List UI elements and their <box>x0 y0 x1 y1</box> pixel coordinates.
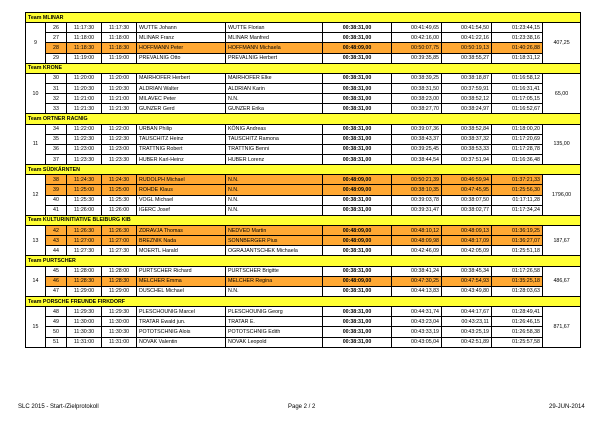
finish-time: 11:21:30 <box>102 104 137 114</box>
table-row <box>26 104 581 114</box>
team-name: Team SÜDKÄRNTEN <box>26 165 581 175</box>
target-time: 00:48:09,00 <box>323 175 392 185</box>
codriver-name: PREVALNIG Herbert <box>226 53 323 63</box>
run1-time: 00:38:23,00 <box>392 94 442 104</box>
codriver-name: OGRAJANTSCHEK Michaela <box>226 246 323 256</box>
start-time: 11:20:00 <box>67 73 102 83</box>
table-row <box>26 185 581 195</box>
start-number: 26 <box>46 23 67 33</box>
table-row <box>26 195 581 205</box>
finish-time: 11:25:30 <box>102 195 137 205</box>
target-time: 00:38:31,00 <box>323 246 392 256</box>
target-time: 00:38:31,00 <box>323 317 392 327</box>
team-header-row <box>26 165 581 175</box>
group-number: 15 <box>26 307 46 348</box>
finish-time: 11:19:00 <box>102 53 137 63</box>
table-row <box>26 33 581 43</box>
target-time: 00:38:31,00 <box>323 307 392 317</box>
start-time: 11:22:00 <box>67 124 102 134</box>
run2-time: 00:50:19,13 <box>442 43 492 53</box>
start-time: 11:18:00 <box>67 33 102 43</box>
run1-time: 00:41:49,65 <box>392 23 442 33</box>
finish-time: 11:23:30 <box>102 154 137 164</box>
start-time: 11:27:30 <box>67 246 102 256</box>
target-time: 00:48:09,00 <box>323 185 392 195</box>
codriver-name: PLESCHOUNIG Georg <box>226 307 323 317</box>
run2-time: 00:38:07,50 <box>442 195 492 205</box>
start-time: 11:30:00 <box>67 317 102 327</box>
codriver-name: TAUSCHITZ Ramona <box>226 134 323 144</box>
run1-time: 00:39:35,85 <box>392 53 442 63</box>
driver-name: URBAN Philip <box>137 124 226 134</box>
table-row <box>26 53 581 63</box>
target-time: 00:38:31,00 <box>323 33 392 43</box>
run1-time: 00:44:31,74 <box>392 307 442 317</box>
run1-time: 00:39:03,78 <box>392 195 442 205</box>
start-number: 49 <box>46 317 67 327</box>
team-header-row <box>26 13 581 23</box>
start-time: 11:29:00 <box>67 286 102 296</box>
start-number: 46 <box>46 276 67 286</box>
team-header-row <box>26 215 581 225</box>
run1-time: 00:43:33,19 <box>392 327 442 337</box>
driver-name: RUDOLPH Michael <box>137 175 226 185</box>
total-time: 01:26:46,15 <box>492 317 543 327</box>
total-time: 01:16:31,41 <box>492 83 543 93</box>
driver-name: TRATTNIG Robert <box>137 144 226 154</box>
total-time: 01:17:34,24 <box>492 205 543 215</box>
total-time: 01:23:38,16 <box>492 33 543 43</box>
run2-time: 00:43:25,19 <box>442 327 492 337</box>
total-time: 01:36:27,07 <box>492 236 543 246</box>
target-time: 00:38:31,00 <box>323 327 392 337</box>
driver-name: WUTTE Johann <box>137 23 226 33</box>
driver-name: MELCHER Emma <box>137 276 226 286</box>
total-time: 01:17:05,15 <box>492 94 543 104</box>
codriver-name: WUTTE Florian <box>226 23 323 33</box>
codriver-name: N.N. <box>226 195 323 205</box>
total-time: 01:37:21,33 <box>492 175 543 185</box>
start-time: 11:19:00 <box>67 53 102 63</box>
codriver-name: N.N. <box>226 185 323 195</box>
run1-time: 00:42:46,09 <box>392 246 442 256</box>
codriver-name: KÖNIG Andreas <box>226 124 323 134</box>
finish-time: 11:25:00 <box>102 185 137 195</box>
start-time: 11:22:30 <box>67 134 102 144</box>
team-total: 65,00 <box>543 73 581 114</box>
table-row <box>26 73 581 83</box>
target-time: 00:38:31,00 <box>323 124 392 134</box>
results-table <box>25 12 581 348</box>
run2-time: 00:48:17,09 <box>442 236 492 246</box>
table-row <box>26 266 581 276</box>
driver-name: IGERC Josef <box>137 205 226 215</box>
page-footer <box>0 404 607 414</box>
run1-time: 00:39:25,45 <box>392 144 442 154</box>
codriver-name: PURTSCHER Brigitte <box>226 266 323 276</box>
codriver-name: TRATTNIG Benni <box>226 144 323 154</box>
run1-time: 00:39:31,47 <box>392 205 442 215</box>
start-time: 11:30:30 <box>67 327 102 337</box>
driver-name: ROHDE Klaus <box>137 185 226 195</box>
run2-time: 00:38:18,87 <box>442 73 492 83</box>
finish-time: 11:18:30 <box>102 43 137 53</box>
table-row <box>26 144 581 154</box>
start-time: 11:21:00 <box>67 94 102 104</box>
start-time: 11:24:30 <box>67 175 102 185</box>
group-number: 12 <box>26 175 46 216</box>
total-time: 01:18:31,12 <box>492 53 543 63</box>
finish-time: 11:30:30 <box>102 327 137 337</box>
run1-time: 00:38:41,24 <box>392 266 442 276</box>
start-number: 38 <box>46 175 67 185</box>
run1-time: 00:50:07,75 <box>392 43 442 53</box>
target-time: 00:48:09,00 <box>323 236 392 246</box>
start-number: 41 <box>46 205 67 215</box>
start-number: 36 <box>46 144 67 154</box>
table-row <box>26 175 581 185</box>
start-number: 34 <box>46 124 67 134</box>
group-number: 10 <box>26 73 46 114</box>
start-number: 31 <box>46 83 67 93</box>
start-number: 43 <box>46 236 67 246</box>
finish-time: 11:28:00 <box>102 266 137 276</box>
codriver-name: GUNZER Erika <box>226 104 323 114</box>
team-total: 486,67 <box>543 266 581 296</box>
run1-time: 00:48:09,98 <box>392 236 442 246</box>
start-number: 33 <box>46 104 67 114</box>
target-time: 00:38:31,00 <box>323 154 392 164</box>
driver-name: MILAVEC Peter <box>137 94 226 104</box>
total-time: 01:28:03,63 <box>492 286 543 296</box>
run2-time: 00:38:37,32 <box>442 134 492 144</box>
run2-time: 00:37:59,91 <box>442 83 492 93</box>
team-total: 135,00 <box>543 124 581 165</box>
run1-time: 00:38:27,70 <box>392 104 442 114</box>
table-row <box>26 43 581 53</box>
run2-time: 00:41:54,50 <box>442 23 492 33</box>
start-time: 11:21:30 <box>67 104 102 114</box>
table-row <box>26 94 581 104</box>
run1-time: 00:38:44,54 <box>392 154 442 164</box>
start-time: 11:28:30 <box>67 276 102 286</box>
start-number: 30 <box>46 73 67 83</box>
table-row <box>26 205 581 215</box>
run2-time: 00:44:17,67 <box>442 307 492 317</box>
start-number: 51 <box>46 337 67 347</box>
target-time: 00:48:09,00 <box>323 43 392 53</box>
codriver-name: HUBER Lorenz <box>226 154 323 164</box>
start-time: 11:26:00 <box>67 205 102 215</box>
start-time: 11:18:30 <box>67 43 102 53</box>
table-row <box>26 124 581 134</box>
driver-name: VOGL Michael <box>137 195 226 205</box>
finish-time: 11:26:00 <box>102 205 137 215</box>
total-time: 01:28:49,41 <box>492 307 543 317</box>
total-time: 01:25:51,18 <box>492 246 543 256</box>
total-time: 01:17:26,58 <box>492 266 543 276</box>
run2-time: 00:38:45,34 <box>442 266 492 276</box>
target-time: 00:38:31,00 <box>323 23 392 33</box>
target-time: 00:38:31,00 <box>323 134 392 144</box>
driver-name: HOFFMANN Peter <box>137 43 226 53</box>
finish-time: 11:17:30 <box>102 23 137 33</box>
total-time: 01:17:11,28 <box>492 195 543 205</box>
table-row <box>26 83 581 93</box>
footer-title: SLC 2015 - Start-/Zielprotokoll <box>18 404 99 410</box>
start-time: 11:25:30 <box>67 195 102 205</box>
finish-time: 11:20:30 <box>102 83 137 93</box>
table-row <box>26 307 581 317</box>
driver-name: TRATAR Ewald jun. <box>137 317 226 327</box>
finish-time: 11:26:30 <box>102 225 137 235</box>
start-number: 27 <box>46 33 67 43</box>
table-row <box>26 134 581 144</box>
start-number: 45 <box>46 266 67 276</box>
driver-name: ZDRAVJA Thomas <box>137 225 226 235</box>
run1-time: 00:50:21,39 <box>392 175 442 185</box>
table-row <box>26 286 581 296</box>
run1-time: 00:42:16,00 <box>392 33 442 43</box>
driver-name: DUSCHEL Michael <box>137 286 226 296</box>
target-time: 00:38:31,00 <box>323 104 392 114</box>
run2-time: 00:37:51,94 <box>442 154 492 164</box>
start-time: 11:25:00 <box>67 185 102 195</box>
total-time: 01:23:44,15 <box>492 23 543 33</box>
start-number: 47 <box>46 286 67 296</box>
finish-time: 11:24:30 <box>102 175 137 185</box>
table-row <box>26 317 581 327</box>
codriver-name: SONNBERGER Pius <box>226 236 323 246</box>
start-time: 11:17:30 <box>67 23 102 33</box>
target-time: 00:48:09,00 <box>323 276 392 286</box>
start-time: 11:29:30 <box>67 307 102 317</box>
team-header-row <box>26 296 581 306</box>
start-time: 11:23:30 <box>67 154 102 164</box>
team-name: Team ORTNER RACNIG <box>26 114 581 124</box>
run2-time: 00:38:02,77 <box>442 205 492 215</box>
finish-time: 11:20:00 <box>102 73 137 83</box>
codriver-name: TRATAR E. <box>226 317 323 327</box>
footer-page-number: Page 2 / 2 <box>288 404 316 410</box>
total-time: 01:25:56,30 <box>492 185 543 195</box>
run2-time: 00:38:52,12 <box>442 94 492 104</box>
finish-time: 11:27:30 <box>102 246 137 256</box>
results-sheet <box>25 12 580 348</box>
finish-time: 11:22:00 <box>102 124 137 134</box>
table-row <box>26 337 581 347</box>
start-number: 32 <box>46 94 67 104</box>
total-time: 01:36:19,25 <box>492 225 543 235</box>
run1-time: 00:38:39,25 <box>392 73 442 83</box>
start-number: 48 <box>46 307 67 317</box>
finish-time: 11:31:00 <box>102 337 137 347</box>
driver-name: PLESCHOUNIG Marcel <box>137 307 226 317</box>
team-name: Team PORSCHE FREUNDE FIRKDORF <box>26 296 581 306</box>
total-time: 01:17:20,69 <box>492 134 543 144</box>
run1-time: 00:48:10,12 <box>392 225 442 235</box>
team-header-row <box>26 114 581 124</box>
start-number: 35 <box>46 134 67 144</box>
target-time: 00:38:31,00 <box>323 337 392 347</box>
target-time: 00:38:31,00 <box>323 286 392 296</box>
start-time: 11:26:30 <box>67 225 102 235</box>
finish-time: 11:29:30 <box>102 307 137 317</box>
run1-time: 00:38:43,37 <box>392 134 442 144</box>
run1-time: 00:44:13,83 <box>392 286 442 296</box>
footer-date: 29-JUN-2014 <box>549 404 585 410</box>
driver-name: HUBER Karl-Heinz <box>137 154 226 164</box>
total-time: 01:18:00,20 <box>492 124 543 134</box>
run2-time: 00:38:53,33 <box>442 144 492 154</box>
driver-name: MAIRHOFER Herbert <box>137 73 226 83</box>
run2-time: 00:42:51,89 <box>442 337 492 347</box>
finish-time: 11:30:00 <box>102 317 137 327</box>
team-name: Team MLINAR <box>26 13 581 23</box>
run2-time: 00:47:45,95 <box>442 185 492 195</box>
results-body <box>26 13 581 348</box>
start-number: 40 <box>46 195 67 205</box>
driver-name: MLINAR Franz <box>137 33 226 43</box>
driver-name: ALDRIAN Walter <box>137 83 226 93</box>
table-row <box>26 236 581 246</box>
total-time: 01:16:58,12 <box>492 73 543 83</box>
run1-time: 00:43:05,04 <box>392 337 442 347</box>
run2-time: 00:41:22,16 <box>442 33 492 43</box>
target-time: 00:38:31,00 <box>323 94 392 104</box>
target-time: 00:38:31,00 <box>323 195 392 205</box>
finish-time: 11:23:00 <box>102 144 137 154</box>
target-time: 00:48:09,00 <box>323 225 392 235</box>
table-row <box>26 23 581 33</box>
run2-time: 00:48:09,13 <box>442 225 492 235</box>
group-number: 14 <box>26 266 46 296</box>
run1-time: 00:39:07,36 <box>392 124 442 134</box>
driver-name: TAUSCHITZ Heinz <box>137 134 226 144</box>
group-number: 9 <box>26 23 46 64</box>
codriver-name: NOVAK Leopold <box>226 337 323 347</box>
finish-time: 11:27:00 <box>102 236 137 246</box>
finish-time: 11:29:00 <box>102 286 137 296</box>
start-time: 11:20:30 <box>67 83 102 93</box>
finish-time: 11:18:00 <box>102 33 137 43</box>
run1-time: 00:38:10,35 <box>392 185 442 195</box>
start-number: 44 <box>46 246 67 256</box>
team-total: 407,25 <box>543 23 581 64</box>
start-number: 50 <box>46 327 67 337</box>
codriver-name: MELCHER Regina <box>226 276 323 286</box>
run1-time: 00:43:23,04 <box>392 317 442 327</box>
table-row <box>26 225 581 235</box>
total-time: 01:25:57,58 <box>492 337 543 347</box>
run2-time: 00:38:24,97 <box>442 104 492 114</box>
table-row <box>26 276 581 286</box>
codriver-name: MAIRHOFER Elke <box>226 73 323 83</box>
start-time: 11:28:00 <box>67 266 102 276</box>
driver-name: POTOTSCHNIG Alois <box>137 327 226 337</box>
codriver-name: N.N. <box>226 205 323 215</box>
total-time: 01:35:25,18 <box>492 276 543 286</box>
start-number: 42 <box>46 225 67 235</box>
finish-time: 11:22:30 <box>102 134 137 144</box>
codriver-name: N.N. <box>226 286 323 296</box>
total-time: 01:26:58,38 <box>492 327 543 337</box>
total-time: 01:40:26,88 <box>492 43 543 53</box>
start-number: 39 <box>46 185 67 195</box>
group-number: 13 <box>26 225 46 255</box>
run2-time: 00:42:05,09 <box>442 246 492 256</box>
total-time: 01:16:36,48 <box>492 154 543 164</box>
table-row <box>26 327 581 337</box>
total-time: 01:16:52,67 <box>492 104 543 114</box>
run2-time: 00:38:55,27 <box>442 53 492 63</box>
table-row <box>26 246 581 256</box>
table-row <box>26 154 581 164</box>
team-header-row <box>26 63 581 73</box>
target-time: 00:38:31,00 <box>323 83 392 93</box>
codriver-name: N.N. <box>226 175 323 185</box>
codriver-name: NEDVED Martin <box>226 225 323 235</box>
driver-name: NOVAK Valentin <box>137 337 226 347</box>
run1-time: 00:47:30,25 <box>392 276 442 286</box>
finish-time: 11:21:00 <box>102 94 137 104</box>
team-total: 871,67 <box>543 307 581 348</box>
target-time: 00:38:31,00 <box>323 73 392 83</box>
start-time: 11:31:00 <box>67 337 102 347</box>
team-total: 1796,00 <box>543 175 581 216</box>
codriver-name: MLINAR Manfred <box>226 33 323 43</box>
start-time: 11:27:00 <box>67 236 102 246</box>
start-time: 11:23:00 <box>67 144 102 154</box>
team-total: 187,67 <box>543 225 581 255</box>
run2-time: 00:47:54,93 <box>442 276 492 286</box>
target-time: 00:38:31,00 <box>323 266 392 276</box>
team-name: Team PURTSCHER <box>26 256 581 266</box>
driver-name: BREZNIK Nada <box>137 236 226 246</box>
codriver-name: HOFFMANN Michaela <box>226 43 323 53</box>
codriver-name: ALDRIAN Karin <box>226 83 323 93</box>
team-name: Team KULTURINITIATIVE BLEIBURG KIB <box>26 215 581 225</box>
target-time: 00:38:31,00 <box>323 144 392 154</box>
team-name: Team KRONE <box>26 63 581 73</box>
driver-name: PREVALNIG Otto <box>137 53 226 63</box>
run2-time: 00:43:23,11 <box>442 317 492 327</box>
run2-time: 00:38:52,84 <box>442 124 492 134</box>
start-number: 37 <box>46 154 67 164</box>
target-time: 00:38:31,00 <box>323 53 392 63</box>
finish-time: 11:28:30 <box>102 276 137 286</box>
team-header-row <box>26 256 581 266</box>
run2-time: 00:43:49,80 <box>442 286 492 296</box>
group-number: 11 <box>26 124 46 165</box>
total-time: 01:17:28,78 <box>492 144 543 154</box>
start-number: 28 <box>46 43 67 53</box>
target-time: 00:38:31,00 <box>323 205 392 215</box>
start-number: 29 <box>46 53 67 63</box>
driver-name: PURTSCHER Richard <box>137 266 226 276</box>
codriver-name: N.N. <box>226 94 323 104</box>
driver-name: GUNZER Gerd <box>137 104 226 114</box>
driver-name: MOERTL Harald <box>137 246 226 256</box>
run1-time: 00:38:31,50 <box>392 83 442 93</box>
codriver-name: POTOTSCHNIG Edith <box>226 327 323 337</box>
run2-time: 00:46:59,94 <box>442 175 492 185</box>
